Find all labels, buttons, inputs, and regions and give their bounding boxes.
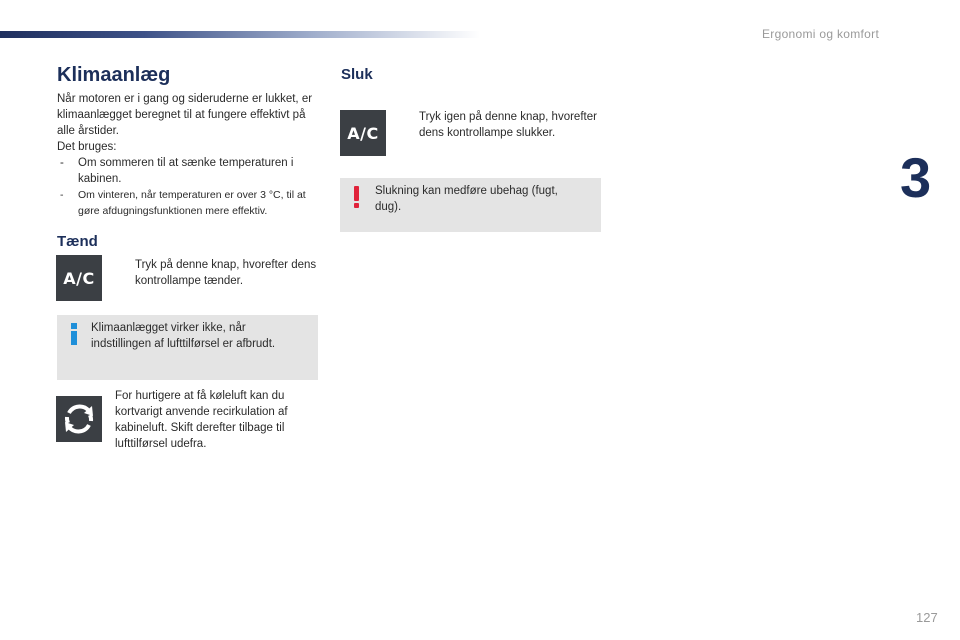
on-instruction	[113, 257, 325, 289]
recirculation-text: For hurtigere at få køleluft kan du kortvarigt anvende recirkulation af kabineluft. Skift derefter tilbage til lufttilførsel udefra.	[115, 390, 288, 450]
info-note-box	[57, 315, 318, 380]
warning-icon	[354, 186, 360, 208]
warning-note-box	[340, 178, 601, 232]
chapter-number: 3	[900, 146, 932, 209]
off-instruction	[397, 109, 609, 141]
ac-on-button-icon: A/C	[56, 255, 102, 301]
on-instruction-text: Tryk på denne knap, hvorefter dens kontrollampe tænder.	[135, 259, 317, 287]
off-instruction-text: Tryk igen på denne knap, hvorefter dens kontrollampe slukker.	[419, 111, 597, 139]
on-heading: Tænd	[57, 233, 98, 250]
page-number: 127	[916, 610, 938, 625]
intro-paragraph: Når motoren er i gang og sideruderne er lukket, er klimaanlægget beregnet til at fungere effektivt på alle årstider.	[57, 93, 313, 137]
uses-list	[57, 155, 319, 219]
header-gradient-bar	[0, 31, 480, 38]
recirculation-icon	[56, 396, 102, 442]
page-title: Klimaanlæg	[57, 64, 171, 86]
off-heading: Sluk	[341, 66, 373, 83]
uses-label: Det bruges:	[57, 141, 117, 153]
uses-item-winter: - Om vinteren, når temperaturen er over 3 °C, til at gøre afdugningsfunktionen mere effektiv.	[57, 187, 319, 219]
info-icon	[71, 323, 77, 345]
warning-note-text: Slukning kan medføre ubehag (fugt, dug).	[375, 185, 558, 213]
uses-item-summer: - Om sommeren til at sænke temperaturen i kabinen.	[57, 155, 319, 187]
section-title: Ergonomi og komfort	[762, 27, 880, 41]
info-note-text: Klimaanlægget virker ikke, når indstillingen af lufttilførsel er afbrudt.	[91, 322, 276, 350]
intro-text	[57, 91, 319, 219]
ac-off-button-icon: A/C	[340, 110, 386, 156]
